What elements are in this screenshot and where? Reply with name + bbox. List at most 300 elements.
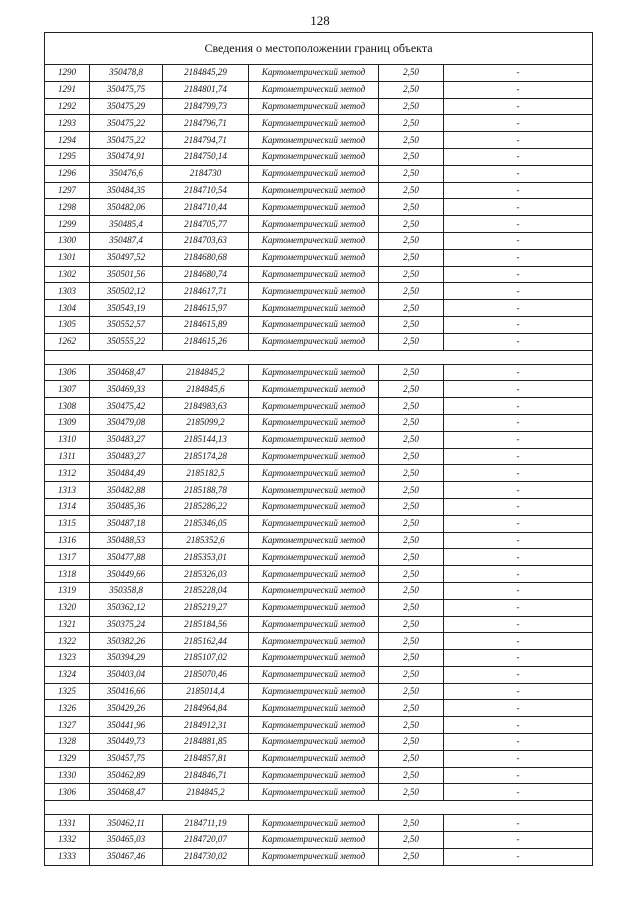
x-coordinate-cell: 350449,73 (90, 734, 163, 751)
table-row (45, 381, 593, 398)
table-row (45, 132, 593, 149)
table-row (45, 249, 593, 266)
y-coordinate-cell: 2184845,29 (163, 65, 249, 82)
method-cell: Картометрический метод (249, 683, 379, 700)
method-cell: Картометрический метод (249, 431, 379, 448)
table-row (45, 767, 593, 784)
point-number-cell: 1325 (45, 683, 90, 700)
note-cell: - (444, 700, 593, 717)
x-coordinate-cell: 350477,88 (90, 549, 163, 566)
accuracy-cell: 2,50 (379, 115, 444, 132)
y-coordinate-cell: 2184881,85 (163, 734, 249, 751)
accuracy-cell: 2,50 (379, 65, 444, 82)
table-row (45, 148, 593, 165)
x-coordinate-cell: 350362,12 (90, 599, 163, 616)
method-cell: Картометрический метод (249, 364, 379, 381)
accuracy-cell: 2,50 (379, 549, 444, 566)
y-coordinate-cell: 2185286,22 (163, 498, 249, 515)
table-row (45, 182, 593, 199)
note-cell: - (444, 599, 593, 616)
method-cell: Картометрический метод (249, 266, 379, 283)
x-coordinate-cell: 350552,57 (90, 316, 163, 333)
note-cell: - (444, 784, 593, 801)
x-coordinate-cell: 350403,04 (90, 666, 163, 683)
y-coordinate-cell: 2184845,2 (163, 364, 249, 381)
x-coordinate-cell: 350487,4 (90, 232, 163, 249)
accuracy-cell: 2,50 (379, 848, 444, 865)
y-coordinate-cell: 2184983,63 (163, 398, 249, 415)
method-cell: Картометрический метод (249, 65, 379, 82)
point-number-cell: 1293 (45, 115, 90, 132)
accuracy-cell: 2,50 (379, 750, 444, 767)
method-cell: Картометрический метод (249, 650, 379, 667)
method-cell: Картометрический метод (249, 232, 379, 249)
page-number: 128 (310, 13, 330, 28)
x-coordinate-cell: 350484,35 (90, 182, 163, 199)
note-cell: - (444, 414, 593, 431)
table-row (45, 414, 593, 431)
point-number-cell: 1297 (45, 182, 90, 199)
note-cell: - (444, 398, 593, 415)
point-number-cell: 1301 (45, 249, 90, 266)
x-coordinate-cell: 350485,36 (90, 498, 163, 515)
table-row (45, 199, 593, 216)
y-coordinate-cell: 2185219,27 (163, 599, 249, 616)
y-coordinate-cell: 2184720,07 (163, 832, 249, 849)
note-cell: - (444, 333, 593, 350)
y-coordinate-cell: 2184796,71 (163, 115, 249, 132)
note-cell: - (444, 666, 593, 683)
table-row (45, 616, 593, 633)
point-number-cell: 1321 (45, 616, 90, 633)
y-coordinate-cell: 2185188,78 (163, 482, 249, 499)
point-number-cell: 1323 (45, 650, 90, 667)
note-cell: - (444, 717, 593, 734)
accuracy-cell: 2,50 (379, 364, 444, 381)
note-cell: - (444, 750, 593, 767)
method-cell: Картометрический метод (249, 316, 379, 333)
y-coordinate-cell: 2184705,77 (163, 216, 249, 233)
note-cell: - (444, 465, 593, 482)
point-number-cell: 1304 (45, 300, 90, 317)
y-coordinate-cell: 2185070,46 (163, 666, 249, 683)
x-coordinate-cell: 350475,75 (90, 81, 163, 98)
note-cell: - (444, 364, 593, 381)
x-coordinate-cell: 350449,66 (90, 566, 163, 583)
separator-cell (45, 801, 593, 815)
x-coordinate-cell: 350465,03 (90, 832, 163, 849)
point-number-cell: 1306 (45, 364, 90, 381)
note-cell: - (444, 832, 593, 849)
note-cell: - (444, 848, 593, 865)
x-coordinate-cell: 350416,66 (90, 683, 163, 700)
point-number-cell: 1295 (45, 148, 90, 165)
table-row (45, 650, 593, 667)
point-number-cell: 1307 (45, 381, 90, 398)
y-coordinate-cell: 2184703,63 (163, 232, 249, 249)
accuracy-cell: 2,50 (379, 266, 444, 283)
point-number-cell: 1311 (45, 448, 90, 465)
accuracy-cell: 2,50 (379, 216, 444, 233)
note-cell: - (444, 249, 593, 266)
accuracy-cell: 2,50 (379, 283, 444, 300)
table-row (45, 750, 593, 767)
method-cell: Картометрический метод (249, 249, 379, 266)
method-cell: Картометрический метод (249, 333, 379, 350)
method-cell: Картометрический метод (249, 734, 379, 751)
y-coordinate-cell: 2185014,4 (163, 683, 249, 700)
note-cell: - (444, 767, 593, 784)
note-cell: - (444, 515, 593, 532)
accuracy-cell: 2,50 (379, 717, 444, 734)
x-coordinate-cell: 350497,52 (90, 249, 163, 266)
x-coordinate-cell: 350468,47 (90, 364, 163, 381)
point-number-cell: 1329 (45, 750, 90, 767)
x-coordinate-cell: 350501,56 (90, 266, 163, 283)
x-coordinate-cell: 350484,49 (90, 465, 163, 482)
point-number-cell: 1292 (45, 98, 90, 115)
accuracy-cell: 2,50 (379, 148, 444, 165)
table-row (45, 232, 593, 249)
point-number-cell: 1294 (45, 132, 90, 149)
note-cell: - (444, 232, 593, 249)
x-coordinate-cell: 350468,47 (90, 784, 163, 801)
point-number-cell: 1299 (45, 216, 90, 233)
table-row (45, 700, 593, 717)
y-coordinate-cell: 2184730,02 (163, 848, 249, 865)
table-title: Сведения о местоположении границ объекта (45, 33, 593, 65)
point-number-cell: 1316 (45, 532, 90, 549)
table-row (45, 431, 593, 448)
y-coordinate-cell: 2184964,84 (163, 700, 249, 717)
point-number-cell: 1328 (45, 734, 90, 751)
method-cell: Картометрический метод (249, 784, 379, 801)
method-cell: Картометрический метод (249, 148, 379, 165)
x-coordinate-cell: 350474,91 (90, 148, 163, 165)
point-number-cell: 1262 (45, 333, 90, 350)
accuracy-cell: 2,50 (379, 98, 444, 115)
accuracy-cell: 2,50 (379, 431, 444, 448)
method-cell: Картометрический метод (249, 599, 379, 616)
point-number-cell: 1333 (45, 848, 90, 865)
y-coordinate-cell: 2184615,26 (163, 333, 249, 350)
note-cell: - (444, 98, 593, 115)
x-coordinate-cell: 350475,42 (90, 398, 163, 415)
table-row (45, 848, 593, 865)
table-row (45, 115, 593, 132)
y-coordinate-cell: 2184711,19 (163, 815, 249, 832)
x-coordinate-cell: 350478,8 (90, 65, 163, 82)
table-row (45, 364, 593, 381)
method-cell: Картометрический метод (249, 582, 379, 599)
note-cell: - (444, 199, 593, 216)
x-coordinate-cell: 350543,19 (90, 300, 163, 317)
accuracy-cell: 2,50 (379, 616, 444, 633)
note-cell: - (444, 650, 593, 667)
x-coordinate-cell: 350555,22 (90, 333, 163, 350)
accuracy-cell: 2,50 (379, 666, 444, 683)
table-row (45, 465, 593, 482)
note-cell: - (444, 448, 593, 465)
y-coordinate-cell: 2184710,54 (163, 182, 249, 199)
table-row (45, 784, 593, 801)
note-cell: - (444, 549, 593, 566)
accuracy-cell: 2,50 (379, 498, 444, 515)
accuracy-cell: 2,50 (379, 398, 444, 415)
x-coordinate-cell: 350358,8 (90, 582, 163, 599)
note-cell: - (444, 532, 593, 549)
accuracy-cell: 2,50 (379, 650, 444, 667)
y-coordinate-cell: 2184710,44 (163, 199, 249, 216)
y-coordinate-cell: 2185182,5 (163, 465, 249, 482)
x-coordinate-cell: 350483,27 (90, 431, 163, 448)
note-cell: - (444, 216, 593, 233)
note-cell: - (444, 182, 593, 199)
accuracy-cell: 2,50 (379, 566, 444, 583)
y-coordinate-cell: 2185162,44 (163, 633, 249, 650)
table-row (45, 98, 593, 115)
accuracy-cell: 2,50 (379, 414, 444, 431)
accuracy-cell: 2,50 (379, 316, 444, 333)
y-coordinate-cell: 2184912,31 (163, 717, 249, 734)
note-cell: - (444, 165, 593, 182)
accuracy-cell: 2,50 (379, 734, 444, 751)
note-cell: - (444, 683, 593, 700)
table-row (45, 599, 593, 616)
note-cell: - (444, 115, 593, 132)
note-cell: - (444, 734, 593, 751)
y-coordinate-cell: 2185107,02 (163, 650, 249, 667)
y-coordinate-cell: 2184794,71 (163, 132, 249, 149)
x-coordinate-cell: 350475,29 (90, 98, 163, 115)
method-cell: Картометрический метод (249, 132, 379, 149)
point-number-cell: 1318 (45, 566, 90, 583)
point-number-cell: 1330 (45, 767, 90, 784)
table-row (45, 266, 593, 283)
note-cell: - (444, 148, 593, 165)
accuracy-cell: 2,50 (379, 700, 444, 717)
table-row (45, 216, 593, 233)
table-row (45, 448, 593, 465)
x-coordinate-cell: 350429,26 (90, 700, 163, 717)
x-coordinate-cell: 350482,88 (90, 482, 163, 499)
accuracy-cell: 2,50 (379, 333, 444, 350)
accuracy-cell: 2,50 (379, 767, 444, 784)
y-coordinate-cell: 2184845,6 (163, 381, 249, 398)
table-row (45, 532, 593, 549)
point-number-cell: 1308 (45, 398, 90, 415)
method-cell: Картометрический метод (249, 381, 379, 398)
method-cell: Картометрический метод (249, 750, 379, 767)
point-number-cell: 1324 (45, 666, 90, 683)
accuracy-cell: 2,50 (379, 465, 444, 482)
note-cell: - (444, 316, 593, 333)
y-coordinate-cell: 2184617,71 (163, 283, 249, 300)
x-coordinate-cell: 350482,06 (90, 199, 163, 216)
x-coordinate-cell: 350475,22 (90, 115, 163, 132)
method-cell: Картометрический метод (249, 81, 379, 98)
table-row (45, 666, 593, 683)
table-row (45, 65, 593, 82)
y-coordinate-cell: 2184680,68 (163, 249, 249, 266)
y-coordinate-cell: 2185144,13 (163, 431, 249, 448)
accuracy-cell: 2,50 (379, 532, 444, 549)
method-cell: Картометрический метод (249, 199, 379, 216)
note-cell: - (444, 381, 593, 398)
note-cell: - (444, 81, 593, 98)
y-coordinate-cell: 2184857,81 (163, 750, 249, 767)
point-number-cell: 1317 (45, 549, 90, 566)
y-coordinate-cell: 2184615,89 (163, 316, 249, 333)
x-coordinate-cell: 350375,24 (90, 616, 163, 633)
note-cell: - (444, 566, 593, 583)
y-coordinate-cell: 2185352,6 (163, 532, 249, 549)
x-coordinate-cell: 350467,46 (90, 848, 163, 865)
method-cell: Картометрический метод (249, 549, 379, 566)
table-row (45, 717, 593, 734)
point-number-cell: 1315 (45, 515, 90, 532)
y-coordinate-cell: 2184801,74 (163, 81, 249, 98)
point-number-cell: 1302 (45, 266, 90, 283)
note-cell: - (444, 132, 593, 149)
x-coordinate-cell: 350476,6 (90, 165, 163, 182)
point-number-cell: 1332 (45, 832, 90, 849)
note-cell: - (444, 300, 593, 317)
point-number-cell: 1331 (45, 815, 90, 832)
method-cell: Картометрический метод (249, 182, 379, 199)
point-number-cell: 1313 (45, 482, 90, 499)
group-separator-row (45, 801, 593, 815)
method-cell: Картометрический метод (249, 616, 379, 633)
point-number-cell: 1291 (45, 81, 90, 98)
x-coordinate-cell: 350441,96 (90, 717, 163, 734)
table-row (45, 734, 593, 751)
method-cell: Картометрический метод (249, 216, 379, 233)
accuracy-cell: 2,50 (379, 249, 444, 266)
point-number-cell: 1322 (45, 633, 90, 650)
accuracy-cell: 2,50 (379, 165, 444, 182)
method-cell: Картометрический метод (249, 566, 379, 583)
accuracy-cell: 2,50 (379, 381, 444, 398)
y-coordinate-cell: 2185353,01 (163, 549, 249, 566)
x-coordinate-cell: 350485,4 (90, 216, 163, 233)
point-number-cell: 1298 (45, 199, 90, 216)
method-cell: Картометрический метод (249, 414, 379, 431)
method-cell: Картометрический метод (249, 115, 379, 132)
x-coordinate-cell: 350487,18 (90, 515, 163, 532)
point-number-cell: 1327 (45, 717, 90, 734)
accuracy-cell: 2,50 (379, 815, 444, 832)
method-cell: Картометрический метод (249, 666, 379, 683)
accuracy-cell: 2,50 (379, 232, 444, 249)
y-coordinate-cell: 2184845,2 (163, 784, 249, 801)
accuracy-cell: 2,50 (379, 300, 444, 317)
table-row (45, 333, 593, 350)
method-cell: Картометрический метод (249, 165, 379, 182)
table-row (45, 81, 593, 98)
accuracy-cell: 2,50 (379, 683, 444, 700)
point-number-cell: 1290 (45, 65, 90, 82)
y-coordinate-cell: 2185099,2 (163, 414, 249, 431)
x-coordinate-cell: 350462,89 (90, 767, 163, 784)
method-cell: Картометрический метод (249, 633, 379, 650)
x-coordinate-cell: 350382,26 (90, 633, 163, 650)
method-cell: Картометрический метод (249, 482, 379, 499)
note-cell: - (444, 616, 593, 633)
table-row (45, 300, 593, 317)
table-row (45, 316, 593, 333)
point-number-cell: 1309 (45, 414, 90, 431)
note-cell: - (444, 582, 593, 599)
note-cell: - (444, 633, 593, 650)
x-coordinate-cell: 350457,75 (90, 750, 163, 767)
accuracy-cell: 2,50 (379, 582, 444, 599)
point-number-cell: 1296 (45, 165, 90, 182)
y-coordinate-cell: 2184730 (163, 165, 249, 182)
y-coordinate-cell: 2185228,04 (163, 582, 249, 599)
x-coordinate-cell: 350483,27 (90, 448, 163, 465)
point-number-cell: 1310 (45, 431, 90, 448)
table-row (45, 582, 593, 599)
accuracy-cell: 2,50 (379, 832, 444, 849)
x-coordinate-cell: 350475,22 (90, 132, 163, 149)
accuracy-cell: 2,50 (379, 599, 444, 616)
note-cell: - (444, 815, 593, 832)
accuracy-cell: 2,50 (379, 482, 444, 499)
point-number-cell: 1326 (45, 700, 90, 717)
method-cell: Картометрический метод (249, 832, 379, 849)
separator-cell (45, 350, 593, 364)
note-cell: - (444, 482, 593, 499)
method-cell: Картометрический метод (249, 815, 379, 832)
method-cell: Картометрический метод (249, 98, 379, 115)
note-cell: - (444, 266, 593, 283)
table-row (45, 549, 593, 566)
method-cell: Картометрический метод (249, 717, 379, 734)
x-coordinate-cell: 350479,08 (90, 414, 163, 431)
accuracy-cell: 2,50 (379, 132, 444, 149)
y-coordinate-cell: 2184799,73 (163, 98, 249, 115)
accuracy-cell: 2,50 (379, 448, 444, 465)
method-cell: Картометрический метод (249, 398, 379, 415)
table-row (45, 683, 593, 700)
note-cell: - (444, 283, 593, 300)
point-number-cell: 1312 (45, 465, 90, 482)
y-coordinate-cell: 2184680,74 (163, 266, 249, 283)
x-coordinate-cell: 350469,33 (90, 381, 163, 398)
x-coordinate-cell: 350488,53 (90, 532, 163, 549)
point-number-cell: 1306 (45, 784, 90, 801)
point-number-cell: 1314 (45, 498, 90, 515)
y-coordinate-cell: 2184750,14 (163, 148, 249, 165)
accuracy-cell: 2,50 (379, 515, 444, 532)
table-row (45, 482, 593, 499)
y-coordinate-cell: 2185326,03 (163, 566, 249, 583)
method-cell: Картометрический метод (249, 498, 379, 515)
accuracy-cell: 2,50 (379, 784, 444, 801)
accuracy-cell: 2,50 (379, 199, 444, 216)
accuracy-cell: 2,50 (379, 182, 444, 199)
table-title-row (45, 33, 593, 65)
method-cell: Картометрический метод (249, 515, 379, 532)
y-coordinate-cell: 2185346,05 (163, 515, 249, 532)
method-cell: Картометрический метод (249, 700, 379, 717)
table-row (45, 633, 593, 650)
y-coordinate-cell: 2185174,28 (163, 448, 249, 465)
table-row (45, 165, 593, 182)
point-number-cell: 1303 (45, 283, 90, 300)
method-cell: Картометрический метод (249, 300, 379, 317)
